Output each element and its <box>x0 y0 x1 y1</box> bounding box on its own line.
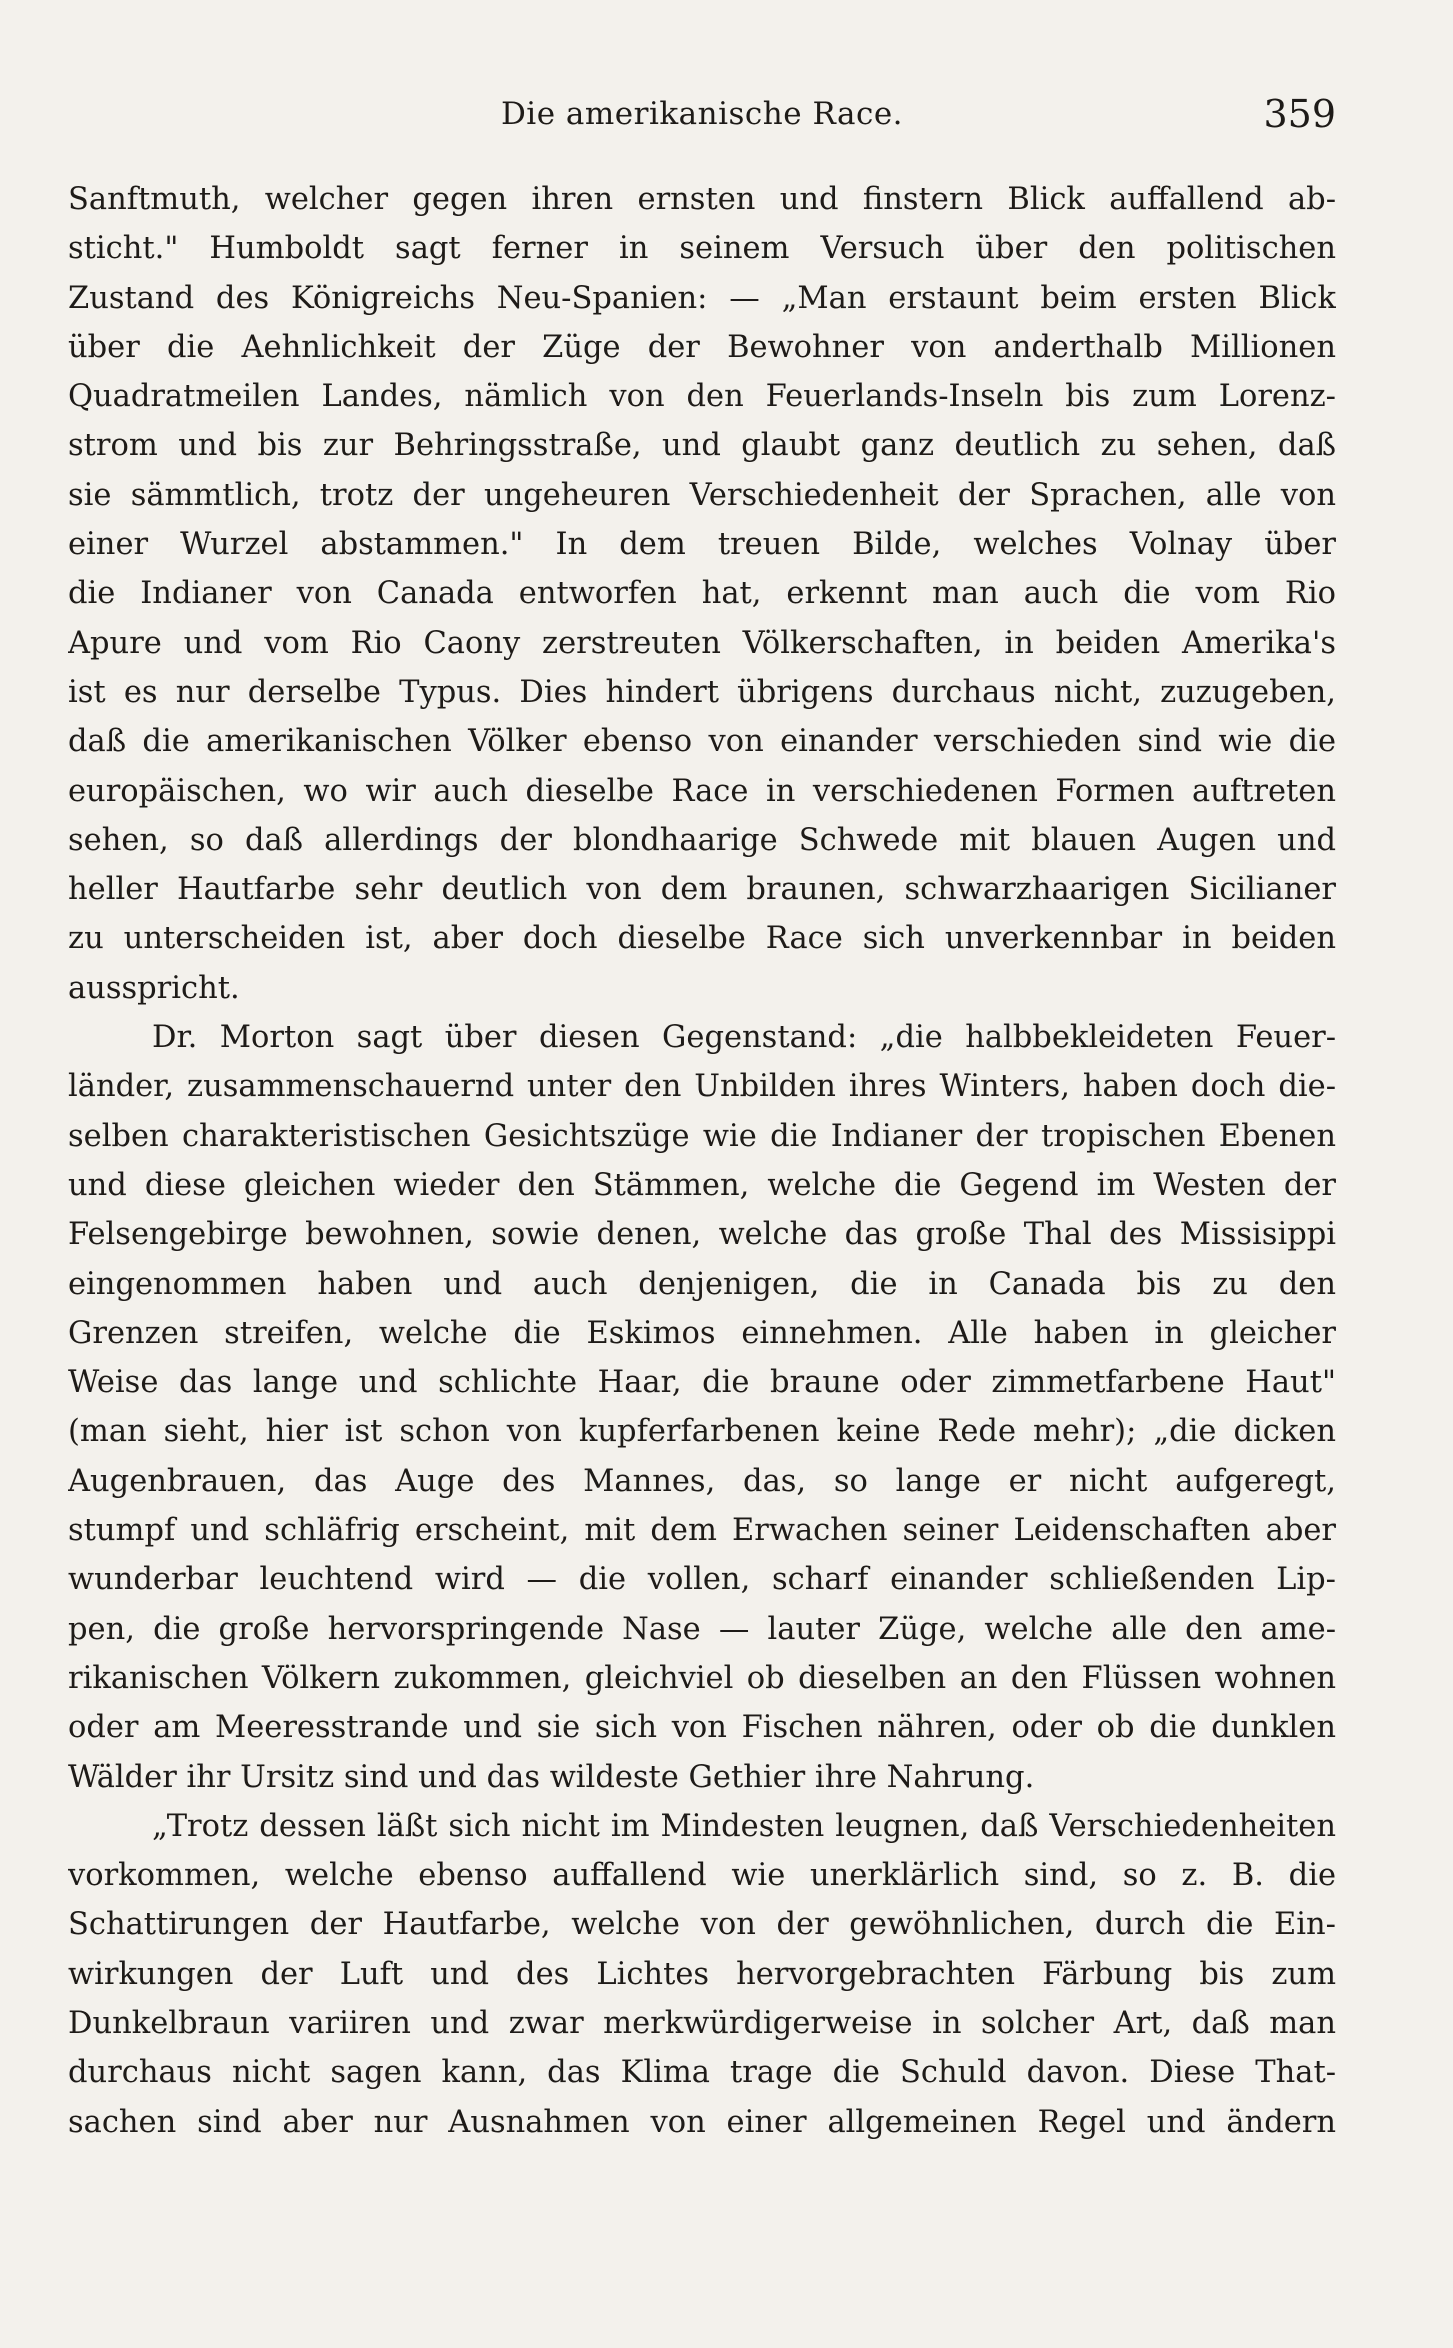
text-line: zu unterscheiden ist, aber doch dieselbe Race sich unverkennbar in beiden <box>68 921 1336 957</box>
text-line: europäischen, wo wir auch dieselbe Race in verschiedenen Formen auftreten <box>68 773 1336 809</box>
text-line: heller Hautfarbe sehr deutlich von dem braunen, schwarzhaarigen Sicilianer <box>68 872 1336 908</box>
text-line: (man sieht, hier ist schon von kupferfarbenen keine Rede mehr); „die dicken <box>68 1414 1336 1450</box>
text-line: Schattirungen der Hautfarbe, welche von der gewöhnlichen, durch die Ein- <box>68 1907 1336 1943</box>
paragraph-start-line: Dr. Morton sagt über diesen Gegenstand: „die halbbekleideten Feuer- <box>152 1020 1336 1056</box>
text-line: wirkungen der Luft und des Lichtes hervorgebrachten Färbung bis zum <box>68 1956 1336 1992</box>
text-line: sie sämmtlich, trotz der ungeheuren Verschiedenheit der Sprachen, alle von <box>68 477 1336 513</box>
text-line: sachen sind aber nur Ausnahmen von einer allgemeinen Regel und ändern <box>68 2104 1336 2140</box>
running-title: Die amerikanische Race. <box>500 96 904 132</box>
text-line: Sanftmuth, welcher gegen ihren ernsten und finstern Blick auffallend ab- <box>68 182 1336 217</box>
body-text <box>68 175 1336 2147</box>
text-line: sehen, so daß allerdings der blondhaarige Schwede mit blauen Augen und <box>68 822 1336 858</box>
text-line: Zustand des Königreichs Neu-Spanien: — „Man erstaunt beim ersten Blick <box>68 280 1336 316</box>
text-line: daß die amerikanischen Völker ebenso von einander verschieden sind wie die <box>68 724 1336 760</box>
text-line: vorkommen, welche ebenso auffallend wie unerklärlich sind, so z. B. die <box>68 1858 1336 1894</box>
text-line: selben charakteristischen Gesichtszüge wie die Indianer der tropischen Ebenen <box>68 1118 1336 1154</box>
text-line: ist es nur derselbe Typus. Dies hindert übrigens durchaus nicht, zuzugeben, <box>68 674 1336 710</box>
text-line: Dunkelbraun variiren und zwar merkwürdigerweise in solcher Art, daß man <box>68 2005 1336 2041</box>
text-line: Quadratmeilen Landes, nämlich von den Feuerlands-Inseln bis zum Lorenz- <box>68 379 1336 415</box>
running-header <box>68 92 1336 144</box>
text-line: Apure und vom Rio Caony zerstreuten Völkerschaften, in beiden Amerika's <box>68 625 1336 661</box>
paragraph-start-line: „Trotz dessen läßt sich nicht im Mindesten leugnen, daß Verschiedenheiten <box>152 1808 1336 1844</box>
text-line: einer Wurzel abstammen." In dem treuen Bilde, welches Volnay über <box>68 527 1336 563</box>
text-line: stumpf und schläfrig erscheint, mit dem Erwachen seiner Leidenschaften aber <box>68 1513 1336 1549</box>
text-line: pen, die große hervorspringende Nase — lauter Züge, welche alle den ame- <box>68 1611 1336 1647</box>
paragraph-end-line: ausspricht. <box>68 970 240 1006</box>
text-line: die Indianer von Canada entworfen hat, erkennt man auch die vom Rio <box>68 576 1336 612</box>
text-line: wunderbar leuchtend wird — die vollen, scharf einander schließenden Lip- <box>68 1562 1336 1598</box>
text-line: durchaus nicht sagen kann, das Klima trage die Schuld davon. Diese That- <box>68 2055 1336 2091</box>
text-line: Weise das lange und schlichte Haar, die braune oder zimmetfarbene Haut" <box>68 1365 1336 1401</box>
text-line: strom und bis zur Behringsstraße, und glaubt ganz deutlich zu sehen, daß <box>68 428 1336 464</box>
text-line: sticht." Humboldt sagt ferner in seinem Versuch über den politischen <box>68 231 1336 267</box>
text-line: oder am Meeresstrande und sie sich von Fischen nähren, oder ob die dunklen <box>68 1710 1336 1746</box>
text-line: rikanischen Völkern zukommen, gleichviel ob dieselben an den Flüssen wohnen <box>68 1660 1336 1696</box>
text-line: länder, zusammenschauernd unter den Unbilden ihres Winters, haben doch die- <box>68 1069 1336 1105</box>
text-line: eingenommen haben und auch denjenigen, die in Canada bis zu den <box>68 1266 1336 1302</box>
text-line: und diese gleichen wieder den Stämmen, welche die Gegend im Westen der <box>68 1167 1336 1203</box>
text-line: Augenbrauen, das Auge des Mannes, das, so lange er nicht aufgeregt, <box>68 1463 1336 1499</box>
page-number: 359 <box>1263 92 1336 136</box>
text-line: Felsengebirge bewohnen, sowie denen, welche das große Thal des Missisippi <box>68 1217 1336 1253</box>
text-line: Grenzen streifen, welche die Eskimos einnehmen. Alle haben in gleicher <box>68 1315 1336 1351</box>
text-line: über die Aehnlichkeit der Züge der Bewohner von anderthalb Millionen <box>68 329 1336 365</box>
paragraph-end-line: Wälder ihr Ursitz sind und das wildeste Gethier ihre Nahrung. <box>68 1759 1035 1795</box>
